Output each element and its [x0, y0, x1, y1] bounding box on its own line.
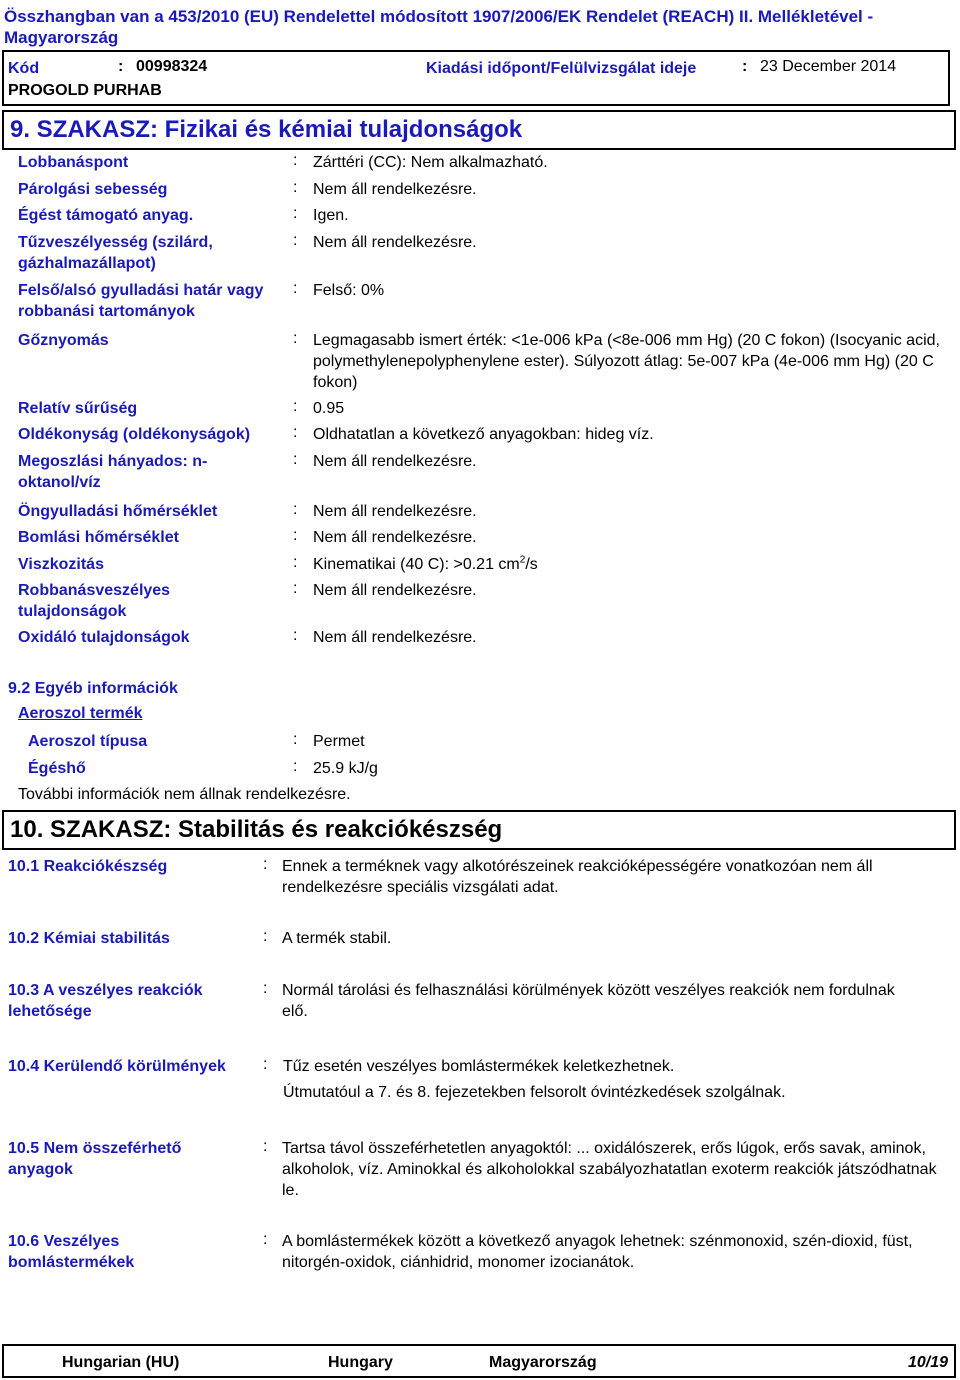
aerosol-type-label: Aeroszol típusa [28, 733, 148, 750]
property-value: Legmagasabb ismert érték: <1e-006 kPa (<8e-006 mm Hg) (20 C fokon) (Isocyanic acid, polymethylenepolyphenylene ester). Súlyozott átlag: 5e-007 kPa (4e-006 mm Hg) (20 C fokon) [313, 332, 940, 391]
conditions-to-avoid-guidance: Útmutatóul a 7. és 8. fejezetekben felsorolt óvintézkedések szolgálnak. [283, 1084, 786, 1101]
property-colon: : [293, 554, 298, 571]
footer-country-local: Magyarország [489, 1354, 597, 1371]
property-label: Párolgási sebesség [18, 181, 168, 198]
aerosol-product-heading: Aeroszol termék [18, 705, 143, 722]
section9-title: 9. SZAKASZ: Fizikai és kémiai tulajdonságok [10, 116, 523, 143]
property-colon: : [293, 527, 298, 544]
property-colon: : [293, 501, 298, 518]
incompatible-materials-label: 10.5 Nem összeférhető anyagok [8, 1140, 182, 1178]
footer-page-number: 10/19 [908, 1354, 949, 1371]
viscosity-unit-tail: /s [525, 556, 538, 573]
hazardous-reactions-colon: : [263, 980, 268, 997]
property-label: Lobbanáspont [18, 154, 129, 171]
reactivity-value: Ennek a terméknek vagy alkotórészeinek reakcióképességére vonatkozóan nem áll rendelkezésre speciális vizsgálati adat. [282, 858, 873, 896]
issue-date-colon: : [742, 58, 748, 75]
property-colon: : [293, 232, 298, 249]
conditions-to-avoid-label: 10.4 Kerülendő körülmények [8, 1058, 226, 1075]
property-label: Égést támogató anyag. [18, 207, 194, 224]
other-info-title: 9.2 Egyéb információk [8, 680, 178, 697]
property-colon: : [293, 280, 298, 297]
code-label: Kód [8, 60, 40, 77]
issue-date-label: Kiadási időpont/Felülvizsgálat ideje [426, 60, 697, 77]
decomposition-products-value: A bomlástermékek között a következő anyagok lehetnek: szénmonoxid, szén-dioxid, füst, nitorgén-oxidok, ciánhidrid, monomer izocianátok. [282, 1233, 913, 1271]
property-value: Nem áll rendelkezésre. [313, 234, 477, 251]
property-value: Nem áll rendelkezésre. [313, 453, 477, 470]
footer-country: Hungary [328, 1354, 393, 1371]
chemical-stability-label: 10.2 Kémiai stabilitás [8, 930, 170, 947]
heat-of-combustion-value: 25.9 kJ/g [313, 760, 378, 777]
aerosol-type-value: Permet [313, 733, 365, 750]
hazardous-reactions-value: Normál tárolási és felhasználási körülmények között veszélyes reakciók nem fordulnak elő. [282, 982, 895, 1020]
property-label: Öngyulladási hőmérséklet [18, 503, 218, 520]
property-colon: : [293, 179, 298, 196]
property-value [313, 554, 538, 575]
issue-date-value: 23 December 2014 [760, 58, 897, 75]
property-value: Nem áll rendelkezésre. [313, 529, 477, 546]
code-value: 00998324 [136, 58, 208, 75]
property-colon: : [293, 330, 298, 347]
page-footer [2, 1344, 956, 1378]
chemical-stability-colon: : [263, 928, 268, 945]
property-label: Bomlási hőmérséklet [18, 529, 179, 546]
property-colon: : [293, 451, 298, 468]
regulation-title: Összhangban van a 453/2010 (EU) Rendelettel módosított 1907/2006/EK Rendelet (REACH) II. Mellékletével - Magyarország [4, 7, 874, 47]
property-colon: : [293, 205, 298, 222]
incompatible-materials-colon: : [263, 1138, 268, 1155]
property-label: Oldékonyság (oldékonyságok) [18, 426, 251, 443]
property-value: Nem áll rendelkezésre. [313, 582, 477, 599]
product-name: PROGOLD PURHAB [8, 82, 162, 99]
property-value: Nem áll rendelkezésre. [313, 503, 477, 520]
decomposition-products-label: 10.6 Veszélyes bomlástermékek [8, 1233, 135, 1271]
incompatible-materials-value: Tartsa távol összeférhetetlen anyagoktól: ... oxidálószerek, erős lúgok, erős savak, aminok, alkoholok, víz. Aminokkal és alkoholokkal szabályozhatatlan exoterm reakciók játszódhatnak le. [282, 1140, 937, 1199]
decomposition-products-colon: : [263, 1231, 268, 1248]
conditions-to-avoid-value: Tűz esetén veszélyes bomlástermékek keletkezhetnek. [283, 1058, 675, 1075]
code-colon: : [118, 58, 124, 75]
property-label: Megoszlási hányados: n-oktanol/víz [18, 453, 208, 491]
property-colon: : [293, 580, 298, 597]
property-colon: : [293, 424, 298, 441]
property-label: Viszkozitás [18, 556, 104, 573]
hazardous-reactions-label: 10.3 A veszélyes reakciók lehetősége [8, 982, 203, 1020]
property-colon: : [293, 627, 298, 644]
property-value: Igen. [313, 207, 349, 224]
property-value: Nem áll rendelkezésre. [313, 181, 477, 198]
property-label: Tűzveszélyesség (szilárd, gázhalmazállapot) [18, 234, 213, 272]
property-label: Relatív sűrűség [18, 400, 138, 417]
property-label: Robbanásveszélyes tulajdonságok [18, 582, 171, 620]
property-value: Oldhatatlan a következő anyagokban: hideg víz. [313, 426, 654, 443]
aerosol-type-colon: : [293, 731, 298, 748]
viscosity-value: Kinematikai (40 C): >0.21 cm [313, 556, 520, 573]
reactivity-colon: : [263, 856, 268, 873]
property-label: Oxidáló tulajdonságok [18, 629, 190, 646]
property-value: 0.95 [313, 400, 345, 417]
property-label: Felső/alsó gyulladási határ vagy robbanási tartományok [18, 282, 264, 320]
reactivity-label: 10.1 Reakciókészség [8, 858, 168, 875]
footer-language: Hungarian (HU) [62, 1354, 180, 1371]
property-colon: : [293, 398, 298, 415]
property-colon: : [293, 152, 298, 169]
heat-of-combustion-label: Égéshő [28, 760, 86, 777]
heat-of-combustion-colon: : [293, 758, 298, 775]
property-label: Gőznyomás [18, 332, 109, 349]
section10-title: 10. SZAKASZ: Stabilitás és reakciókészség [10, 816, 503, 843]
property-value: Felső: 0% [313, 282, 385, 299]
further-info-text: További információk nem állnak rendelkezésre. [18, 786, 351, 803]
conditions-to-avoid-colon: : [263, 1056, 268, 1073]
property-value: Nem áll rendelkezésre. [313, 629, 477, 646]
property-value: Zárttéri (CC): Nem alkalmazható. [313, 154, 548, 171]
viscosity-exponent: 2 [519, 554, 526, 566]
chemical-stability-value: A termék stabil. [282, 930, 392, 947]
